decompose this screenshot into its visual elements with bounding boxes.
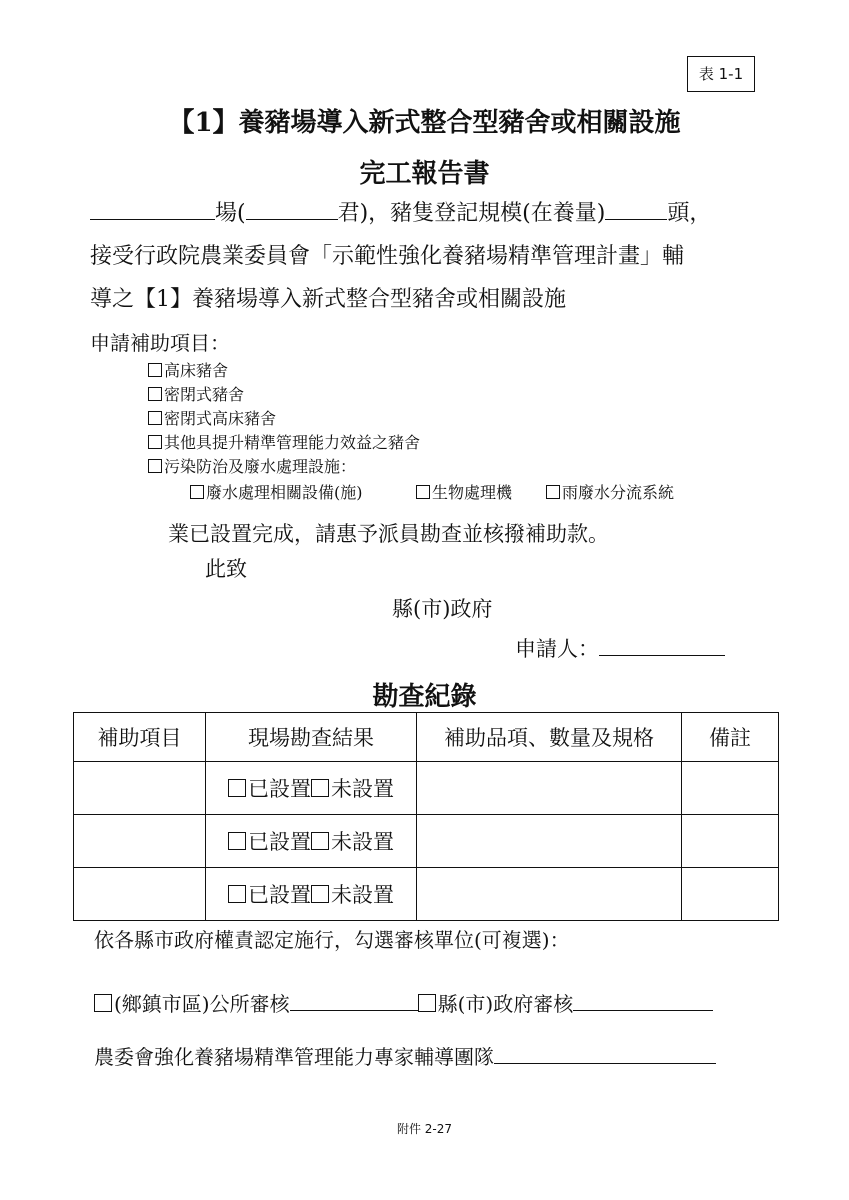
item-pollution[interactable] [148, 454, 356, 477]
checkbox[interactable] [416, 485, 430, 499]
table-number-box: 表 1-1 [687, 56, 755, 92]
item-cell[interactable] [74, 762, 206, 815]
item-label: 污染防治及廢水處理設施： [164, 457, 357, 476]
table-row [74, 868, 779, 921]
checkbox[interactable] [311, 885, 329, 903]
spec-cell[interactable] [417, 868, 682, 921]
farm-name-blank[interactable] [90, 197, 215, 220]
to-text: 此致 [205, 557, 247, 581]
inspection-record-table [73, 712, 779, 921]
result-unset-label: 未設置 [331, 883, 394, 907]
item-cell[interactable] [74, 868, 206, 921]
sub-item-wastewater[interactable] [190, 480, 363, 503]
township-review-blank[interactable] [290, 990, 418, 1011]
item-closed[interactable] [148, 382, 244, 405]
spec-cell[interactable] [417, 762, 682, 815]
checkbox[interactable] [311, 832, 329, 850]
checkbox[interactable] [228, 832, 246, 850]
result-cell [206, 762, 417, 815]
table-row [74, 815, 779, 868]
sub-item-bio[interactable] [416, 480, 512, 503]
sub-item-label: 生物處理機 [432, 483, 513, 502]
item-cell[interactable] [74, 815, 206, 868]
review-option-county: 縣(市)政府審核 [437, 992, 574, 1016]
result-set-label: 已設置 [248, 830, 311, 854]
completion-text: 業已設置完成，請惠予派員勘查並核撥補助款。 [168, 522, 609, 546]
remark-cell[interactable] [682, 815, 779, 868]
remark-cell[interactable] [682, 868, 779, 921]
sub-item-label: 廢水處理相關設備(施) [206, 483, 363, 502]
form-subtitle: 完工報告書 [359, 159, 490, 189]
head-count-blank[interactable] [605, 197, 667, 220]
checkbox[interactable] [311, 779, 329, 797]
table-header-row [74, 713, 779, 762]
applicant-row [515, 633, 725, 663]
col-header: 補助項目 [74, 713, 206, 762]
item-label: 其他具提升精準管理能力效益之豬舍 [164, 433, 421, 452]
applicant-label: 申請人： [515, 637, 599, 661]
spec-cell[interactable] [417, 815, 682, 868]
checkbox[interactable] [148, 459, 162, 473]
result-unset-label: 未設置 [331, 830, 394, 854]
checkbox[interactable] [228, 779, 246, 797]
review-option-township: (鄉鎮市區)公所審核 [114, 992, 290, 1016]
checkbox[interactable] [228, 885, 246, 903]
review-options-row [94, 988, 713, 1017]
sub-item-label: 雨廢水分流系統 [562, 483, 675, 502]
checkbox[interactable] [94, 994, 112, 1012]
apply-heading: 申請補助項目： [90, 331, 230, 355]
expert-team-label: 農委會強化養豬場精準管理能力專家輔導團隊 [94, 1045, 494, 1069]
page-footer: 附件 2-27 [396, 1122, 453, 1136]
item-label: 密閉式豬舍 [164, 385, 245, 404]
remark-cell[interactable] [682, 762, 779, 815]
result-set-label: 已設置 [248, 777, 311, 801]
checkbox[interactable] [148, 387, 162, 401]
form-title: 【1】養豬場導入新式整合型豬舍或相關設施 [168, 108, 681, 138]
col-header: 補助品項、數量及規格 [417, 713, 682, 762]
county-review-blank[interactable] [573, 990, 713, 1011]
review-note: 依各縣市政府權責認定施行，勾選審核單位(可複選)： [94, 928, 570, 952]
item-high-bed[interactable] [148, 358, 228, 381]
intro-line-3: 導之【1】養豬場導入新式整合型豬舍或相關設施 [90, 287, 566, 312]
checkbox[interactable] [190, 485, 204, 499]
expert-team-blank[interactable] [494, 1043, 716, 1064]
intro-line-1 [90, 196, 711, 227]
record-title: 勘查紀錄 [372, 682, 477, 712]
result-cell [206, 868, 417, 921]
item-other[interactable] [148, 430, 420, 453]
expert-team-row [94, 1041, 716, 1070]
checkbox[interactable] [148, 363, 162, 377]
col-header: 現場勘查結果 [206, 713, 417, 762]
result-set-label: 已設置 [248, 883, 311, 907]
applicant-blank[interactable] [599, 634, 725, 656]
person-suffix: 君)，豬隻登記規模(在養量) [337, 201, 606, 226]
sub-item-rain[interactable] [546, 480, 674, 503]
result-cell [206, 815, 417, 868]
item-label: 高床豬舍 [164, 361, 229, 380]
checkbox[interactable] [148, 435, 162, 449]
checkbox[interactable] [148, 411, 162, 425]
result-unset-label: 未設置 [331, 777, 394, 801]
table-row [74, 762, 779, 815]
checkbox[interactable] [418, 994, 436, 1012]
recipient: 縣(市)政府 [392, 597, 493, 621]
farm-suffix: 場( [215, 201, 246, 226]
item-closed-high-bed[interactable] [148, 406, 276, 429]
intro-line-2: 接受行政院農業委員會「示範性強化養豬場精準管理計畫」輔 [90, 244, 685, 269]
checkbox[interactable] [546, 485, 560, 499]
item-label: 密閉式高床豬舍 [164, 409, 277, 428]
owner-name-blank[interactable] [246, 197, 338, 220]
col-header: 備註 [682, 713, 779, 762]
head-suffix: 頭， [667, 201, 712, 226]
